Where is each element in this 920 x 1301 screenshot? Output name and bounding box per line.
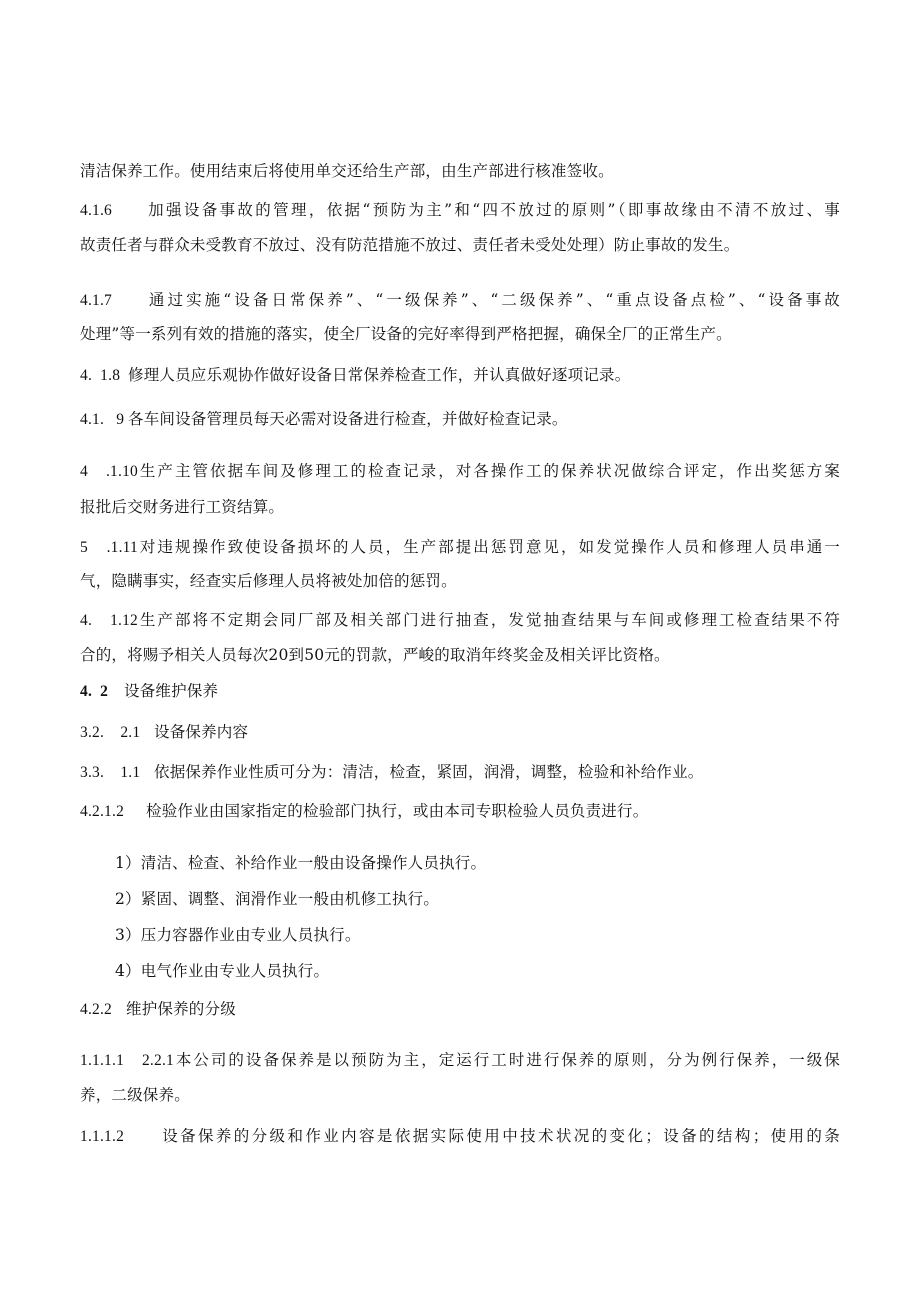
line-text: 报批后交财务进行工资结算。 xyxy=(80,498,285,516)
subsection-heading xyxy=(80,722,248,743)
clause-4-1-6 xyxy=(80,200,840,221)
clause-4-1-12 xyxy=(80,610,840,631)
section-title: 设备保养内容 xyxy=(154,723,249,741)
list-item-text: 2）紧固、调整、润滑作业一般由机修工执行。 xyxy=(115,890,440,908)
subsection-heading-4-2-2 xyxy=(80,999,236,1020)
clause-number: 4. 1.8 xyxy=(80,367,121,384)
line-text: 故责任者与群众未受教育不放过、没有防范措施不放过、责任者未受处处理）防止事故的发生。 xyxy=(80,236,740,254)
clause-number: 1.1.1.1 2.2.1 xyxy=(80,1052,174,1069)
clause-number: 4.1.6 xyxy=(80,202,112,219)
line-text: 处理”等一系列有效的措施的落实，使全厂设备的完好率得到严格把握，确保全厂的正常生产。 xyxy=(80,325,732,343)
clause-number: 4 .1.10 xyxy=(80,463,138,480)
list-item xyxy=(115,889,439,909)
paragraph-line xyxy=(80,235,739,255)
clause-text: 修理人员应乐观协作做好设备日常保养检查工作，并认真做好逐项记录。 xyxy=(128,366,631,384)
clause-number: 4.2.1.2 xyxy=(80,803,125,820)
clause-4-1-10 xyxy=(80,461,840,482)
clause-1-1-1-2 xyxy=(80,1126,840,1147)
line-text: 养，二级保养。 xyxy=(80,1086,190,1104)
clause-text: 对违规操作致使设备损坏的人员，生产部提出惩罚意见，如发觉操作人员和修理人员串通一 xyxy=(138,538,840,556)
section-heading-4-2 xyxy=(80,681,218,702)
section-title: 设备维护保养 xyxy=(124,682,219,700)
clause-4-1-8 xyxy=(80,365,630,386)
clause-number: 4.1.7 xyxy=(80,292,112,309)
line-text: 气，隐瞒事实，经查实后修理人员将被处加倍的惩罚。 xyxy=(80,572,457,590)
line-text: 合的，将赐予相关人员每次20到50元的罚款，严峻的取消年终奖金及相关评比资格。 xyxy=(80,646,670,664)
clause-text: 加强设备事故的管理，依据“预防为主”和“四不放过的原则”（即事故缘由不清不放过、事 xyxy=(146,201,840,219)
clause-3-3-1-1 xyxy=(80,762,704,783)
paragraph-line xyxy=(80,645,670,665)
section-number: 4.2.2 xyxy=(80,1001,112,1018)
clause-1-1-1-1 xyxy=(80,1050,840,1071)
clause-text: 生产主管依据车间及修理工的检查记录，对各操作工的保养状况做综合评定，作出奖惩方案 xyxy=(138,462,840,480)
clause-number: 4. 1.12 xyxy=(80,612,138,629)
section-number: 3.2. 2.1 xyxy=(80,724,141,741)
line-text: 清洁保养工作。使用结束后将使用单交还给生产部，由生产部进行核准签收。 xyxy=(80,162,614,180)
paragraph-line xyxy=(80,571,457,591)
list-item-text: 1）清洁、检查、补给作业一般由设备操作人员执行。 xyxy=(115,854,487,872)
clause-number: 1.1.1.2 xyxy=(80,1128,125,1145)
list-item xyxy=(115,961,329,981)
clause-number: 5 .1.11 xyxy=(80,539,138,556)
clause-text: 生产部将不定期会同厂部及相关部门进行抽查，发觉抽查结果与车间或修理工检查结果不符 xyxy=(138,611,840,629)
clause-text: 设备保养的分级和作业内容是依据实际使用中技术状况的变化；设备的结构；使用的条 xyxy=(160,1127,840,1145)
clause-number: 4.1. 9 xyxy=(80,411,125,428)
list-item xyxy=(115,925,361,945)
section-number: 4. 2 xyxy=(80,683,109,700)
clause-4-1-11 xyxy=(80,537,840,558)
clause-text: 各车间设备管理员每天必需对设备进行检查，并做好检查记录。 xyxy=(128,410,568,428)
clause-4-2-1-2 xyxy=(80,801,648,822)
clause-4-1-7 xyxy=(80,290,840,311)
clause-text: 通过实施“设备日常保养”、“一级保养”、“二级保养”、“重点设备点检”、“设备事故 xyxy=(146,291,840,309)
paragraph-line xyxy=(80,161,614,181)
list-item xyxy=(115,853,486,873)
clause-text: 检验作业由国家指定的检验部门执行，或由本司专职检验人员负责进行。 xyxy=(146,802,649,820)
clause-4-1-9 xyxy=(80,409,568,430)
paragraph-line xyxy=(80,1085,190,1105)
section-title: 维护保养的分级 xyxy=(126,1000,236,1018)
paragraph-line xyxy=(80,324,732,344)
list-item-text: 3）压力容器作业由专业人员执行。 xyxy=(115,926,361,944)
clause-text: 依据保养作业性质可分为：清洁，检查，紧固，润滑，调整，检验和补给作业。 xyxy=(154,763,704,781)
list-item-text: 4）电气作业由专业人员执行。 xyxy=(115,962,330,980)
clause-number: 3.3. 1.1 xyxy=(80,764,141,781)
paragraph-line xyxy=(80,497,284,517)
clause-text: 本公司的设备保养是以预防为主，定运行工时进行保养的原则，分为例行保养，一级保 xyxy=(174,1051,840,1069)
